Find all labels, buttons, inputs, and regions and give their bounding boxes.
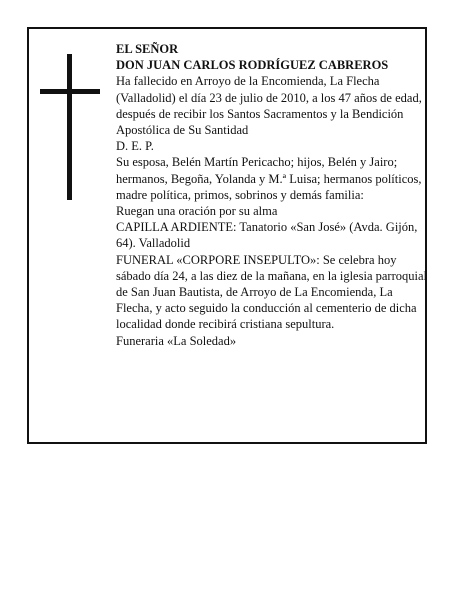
latin-cross-icon — [40, 54, 100, 200]
funeral-paragraph: FUNERAL «CORPORE INSEPULTO»: Se celebra hoy sábado día 24, a las diez de la mañana, en la iglesia parroquial de San Juan Bautista, de Arroyo de La Encomienda, La Flecha, y acto seguido la conducción al cementerio de dicha localidad donde recibirá cristiana sepultura. — [116, 252, 427, 332]
notice-heading: EL SEÑOR — [116, 42, 179, 56]
prayer-request: Ruegan una oración por su alma — [116, 204, 278, 219]
cross-vertical-bar — [67, 54, 72, 200]
chapel-paragraph: CAPILLA ARDIENTE: Tanatorio «San José» (Avda. Gijón, 64). Valladolid — [116, 220, 418, 251]
obituary-notice — [27, 27, 427, 444]
death-paragraph: Ha fallecido en Arroyo de la Encomienda, La Flecha (Valladolid) el día 23 de julio de 2010, a los 47 años de edad, después de recibir los Santos Sacramentos y la Bendición Apostólica de Su Santidad — [116, 74, 422, 138]
cross-horizontal-bar — [40, 89, 100, 94]
funeral-home: Funeraria «La Soledad» — [116, 333, 237, 348]
family-paragraph: Su esposa, Belén Martín Pericacho; hijos, Belén y Jairo; hermanos, Begoña, Yolanda y M.ª Luisa; hermanos políticos, madre política, primos, sobrinos y demás familia: — [116, 155, 422, 202]
deceased-name: DON JUAN CARLOS RODRÍGUEZ CABREROS — [116, 58, 389, 73]
notice-body — [116, 41, 428, 349]
rip-line: D. E. P. — [116, 139, 154, 154]
